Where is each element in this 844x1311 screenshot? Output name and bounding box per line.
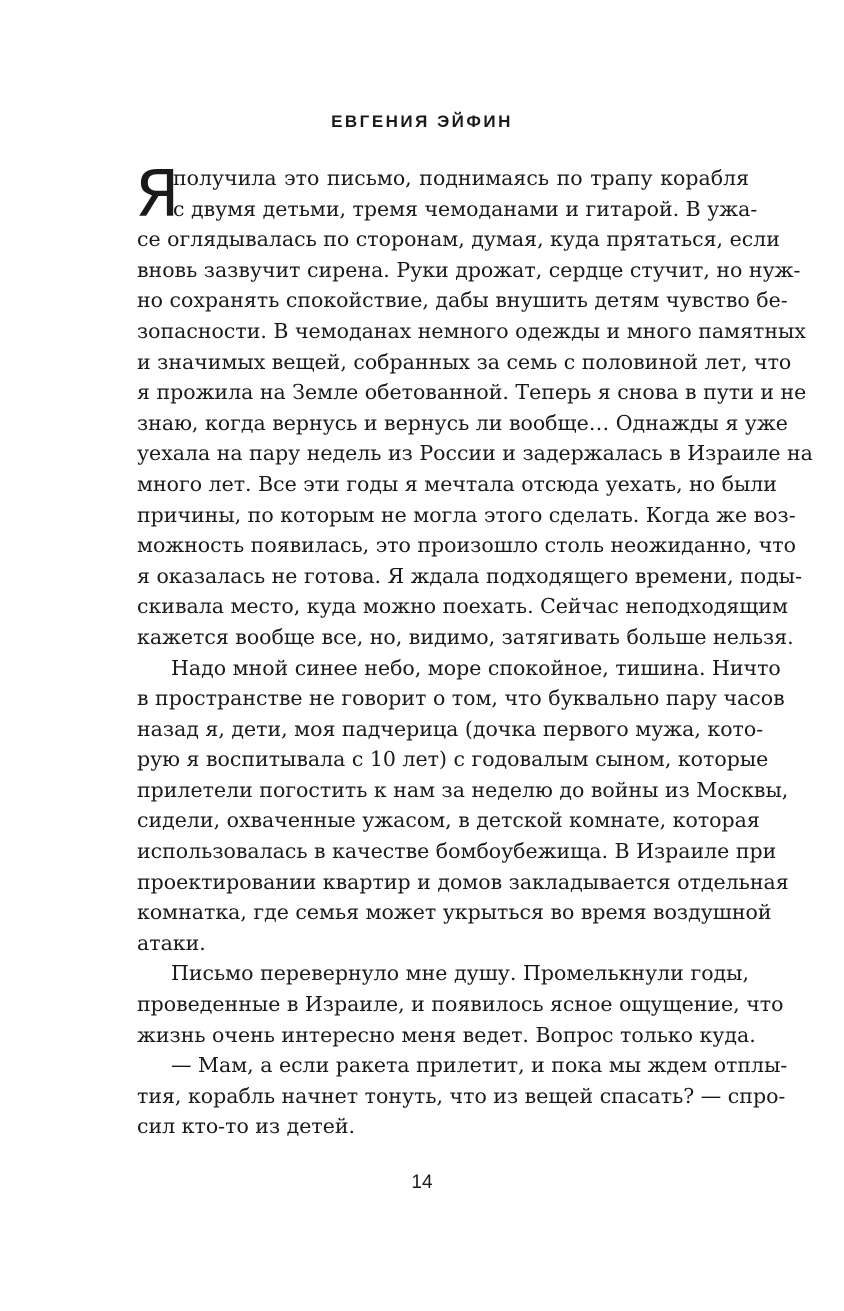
text-line: использовалась в качестве бомбоубежища. В Израиле при xyxy=(137,839,777,864)
text-line: сил кто-то из детей. xyxy=(137,1114,356,1139)
text-line: много лет. Все эти годы я мечтала отсюда уехать, но были xyxy=(137,471,777,496)
text-line: вновь зазвучит сирена. Руки дрожат, сердце стучит, но нуж- xyxy=(137,257,801,282)
text-line: уехала на пару недель из России и задержалась в Израиле на xyxy=(137,441,813,466)
text-line: знаю, когда вернусь и вернусь ли вообще… Однажды я уже xyxy=(137,410,788,435)
text-line: и значимых вещей, собранных за семь с половиной лет, что xyxy=(137,349,792,374)
text-line: в пространстве не говорит о том, что буквально пару часов xyxy=(137,686,785,711)
text-line: получила это письмо, поднимаясь по трапу корабля xyxy=(173,166,749,190)
text-line: можность появилась, это произошло столь неожиданно, что xyxy=(137,533,796,558)
text-line: тия, корабль начнет тонуть, что из вещей спасать? — спро- xyxy=(137,1083,786,1108)
text-line: Письмо перевернуло мне душу. Промелькнули годы, xyxy=(171,961,749,986)
text-line: скивала место, куда можно поехать. Сейчас неподходящим xyxy=(137,594,788,619)
text-line: я прожила на Земле обетованной. Теперь я снова в пути и не xyxy=(137,380,807,405)
text-line: Надо мной синее небо, море спокойное, тишина. Ничто xyxy=(171,655,781,680)
running-head: ЕВГЕНИЯ ЭЙФИН xyxy=(331,112,513,131)
text-line: жизнь очень интересно меня ведет. Вопрос только куда. xyxy=(137,1022,756,1047)
text-line: проектировании квартир и домов закладывается отдельная xyxy=(137,869,789,894)
text-line: се оглядывалась по сторонам, думая, куда прятаться, если xyxy=(137,227,780,252)
text-line: атаки. xyxy=(137,930,206,955)
text-line: кажется вообще все, но, видимо, затягивать больше нельзя. xyxy=(137,624,794,649)
text-line: — Мам, а если ракета прилетит, и пока мы ждем отплы- xyxy=(171,1053,788,1078)
text-line: но сохранять спокойствие, дабы внушить детям чувство бе- xyxy=(137,288,788,313)
page-number: 14 xyxy=(411,1172,433,1193)
text-line: с двумя детьми, тремя чемоданами и гитарой. В ужа- xyxy=(173,196,758,221)
text-line: сидели, охваченные ужасом, в детской комнате, которая xyxy=(137,808,760,833)
text-line: причины, по которым не могла этого сделать. Когда же воз- xyxy=(137,502,796,527)
text-line: комнатка, где семья может укрыться во время воздушной xyxy=(137,900,772,925)
text-line: рую я воспитывала с 10 лет) с годовалым сыном, которые xyxy=(137,747,769,772)
text-line: назад я, дети, моя падчерица (дочка первого мужа, кото- xyxy=(137,716,764,741)
text-line: проведенные в Израиле, и появилось ясное ощущение, что xyxy=(137,992,784,1017)
text-line: прилетели погостить к нам за неделю до войны из Москвы, xyxy=(137,777,789,802)
text-line: я оказалась не готова. Я ждала подходящего времени, поды- xyxy=(137,563,803,588)
body-text xyxy=(135,158,813,1142)
drop-cap: Я xyxy=(135,158,180,232)
text-line: зопасности. В чемоданах немного одежды и много памятных xyxy=(137,318,806,343)
